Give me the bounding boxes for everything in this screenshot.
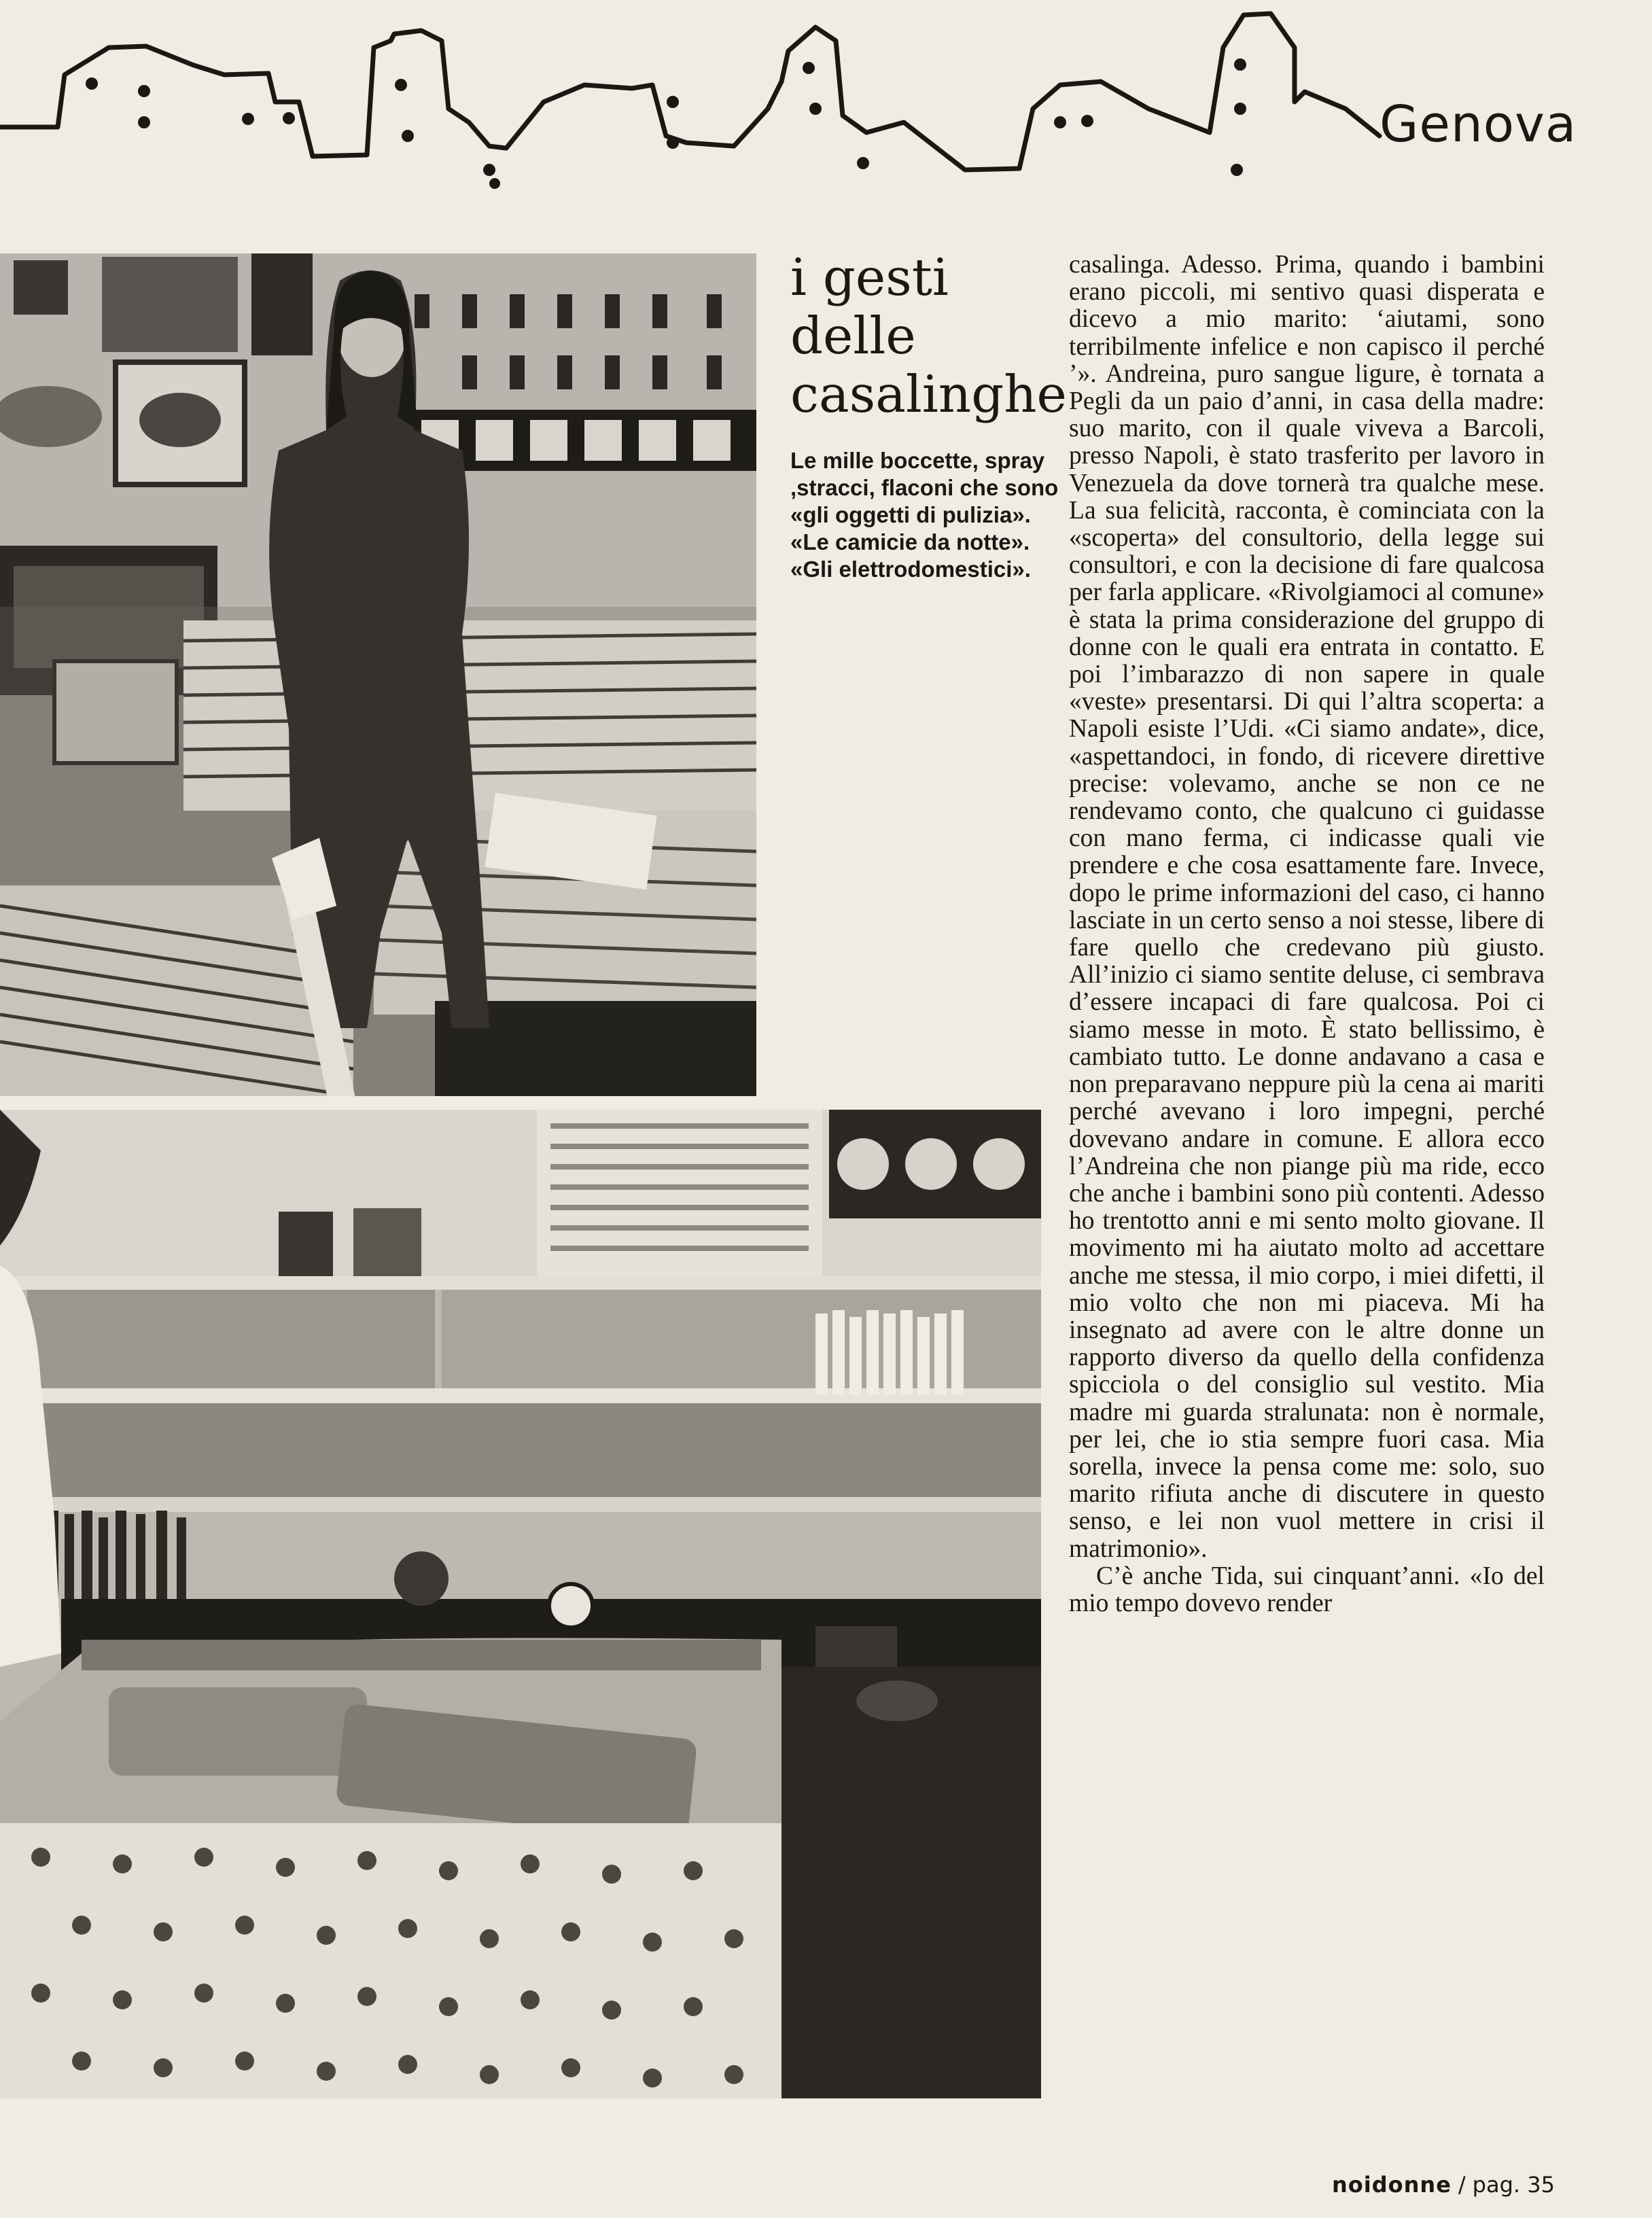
section-title: Genova	[1379, 95, 1577, 154]
article-headline	[790, 248, 1076, 423]
headline-line: i gesti	[790, 247, 949, 307]
article-subtitle: Le mille boccette, spray ,stracci, flaconi che sono «gli oggetti di pulizia». «Le camicie da notte». «Gli elettrodomestici».	[790, 448, 1059, 582]
headline-line: casalinghe	[790, 364, 1067, 424]
page-footer	[1332, 2172, 1555, 2198]
magazine-name: noidonne	[1332, 2172, 1452, 2198]
photo-woman-living-room	[0, 253, 756, 1096]
footer-separator: /	[1458, 2172, 1466, 2198]
body-paragraph: casalinga. Adesso. Prima, quando i bambini erano piccoli, mi sentivo quasi disperata e dicevo a mio marito: ‘aiutami, sono terribilmente infelice e non capisco il perché ’». Andreina, puro sangue ligure, è tornata a Pegli da un paio d’anni, in casa della madre: suo marito, con il quale viveva a Barcoli, presso Napoli, è stato trasferito per lavoro in Venezuela da dove tornerà tra qualche mese. La sua felicità, racconta, è cominciata con la «scoperta» del consultorio, della legge sui consultori, e con la decisione di fare qualcosa per farla applicare. «Rivolgiamoci al comune» è stata la prima considerazione del gruppo di donne con le quali era entrata in contatto. E poi l’imbarazzo di non sapere in quale «veste» presentarsi. Di qui l’altra scoperta: a Napoli esiste l’Udi. «Ci siamo andate», dice, «aspettandoci, in fondo, di ricevere direttive precise: volevamo, anche se non ce ne rendevamo conto, che qualcuno ci guidasse con mano ferma, ci indicasse quali vie prendere e che cosa esattamente fare. Invece, dopo le prime informazioni del caso, ci hanno lasciate in un certo senso a noi stesse, libere di fare quello che credevano più giusto. All’inizio ci siamo sentite deluse, ci sembrava d’essere incapaci di fare qualcosa. Poi ci siamo messe in moto. È stato bellissimo, è cambiato tutto. Le donne andavano a casa e non preparavano neppure più la cena ai mariti perché avevano i loro impegni, perché dovevano andare in comune. E allora ecco l’Andreina che non piange più ma ride, ecco che anche i bambini sono più contenti. Adesso ho trentotto anni e mi sento molto giovane. Il movimento mi ha aiutato molto ad accettare anche me stessa, il mio corpo, i miei difetti, il mio volto che non mi piaceva. Mi ha insegnato ad avere con le altre donne un rapporto diverso da quello della confidenza spicciola o del consiglio sul vestito. Mia madre mi guarda stralunata: non è normale, per lei, che io stia sempre fuori casa. Mia sorella, invece la pensa come me: solo, suo marito rifiuta anche di discutere in questo senso, e lei non vuol mettere in crisi il matrimonio».	[1069, 251, 1545, 1563]
article-body	[1069, 251, 1545, 1617]
body-paragraph: C’è anche Tida, sui cinquant’anni. «Io del mio tempo dovevo render	[1069, 1562, 1545, 1617]
headline-line: delle	[790, 306, 916, 366]
photo-bedroom-bookshelf	[0, 1110, 1041, 2098]
page-number: pag. 35	[1472, 2172, 1555, 2198]
